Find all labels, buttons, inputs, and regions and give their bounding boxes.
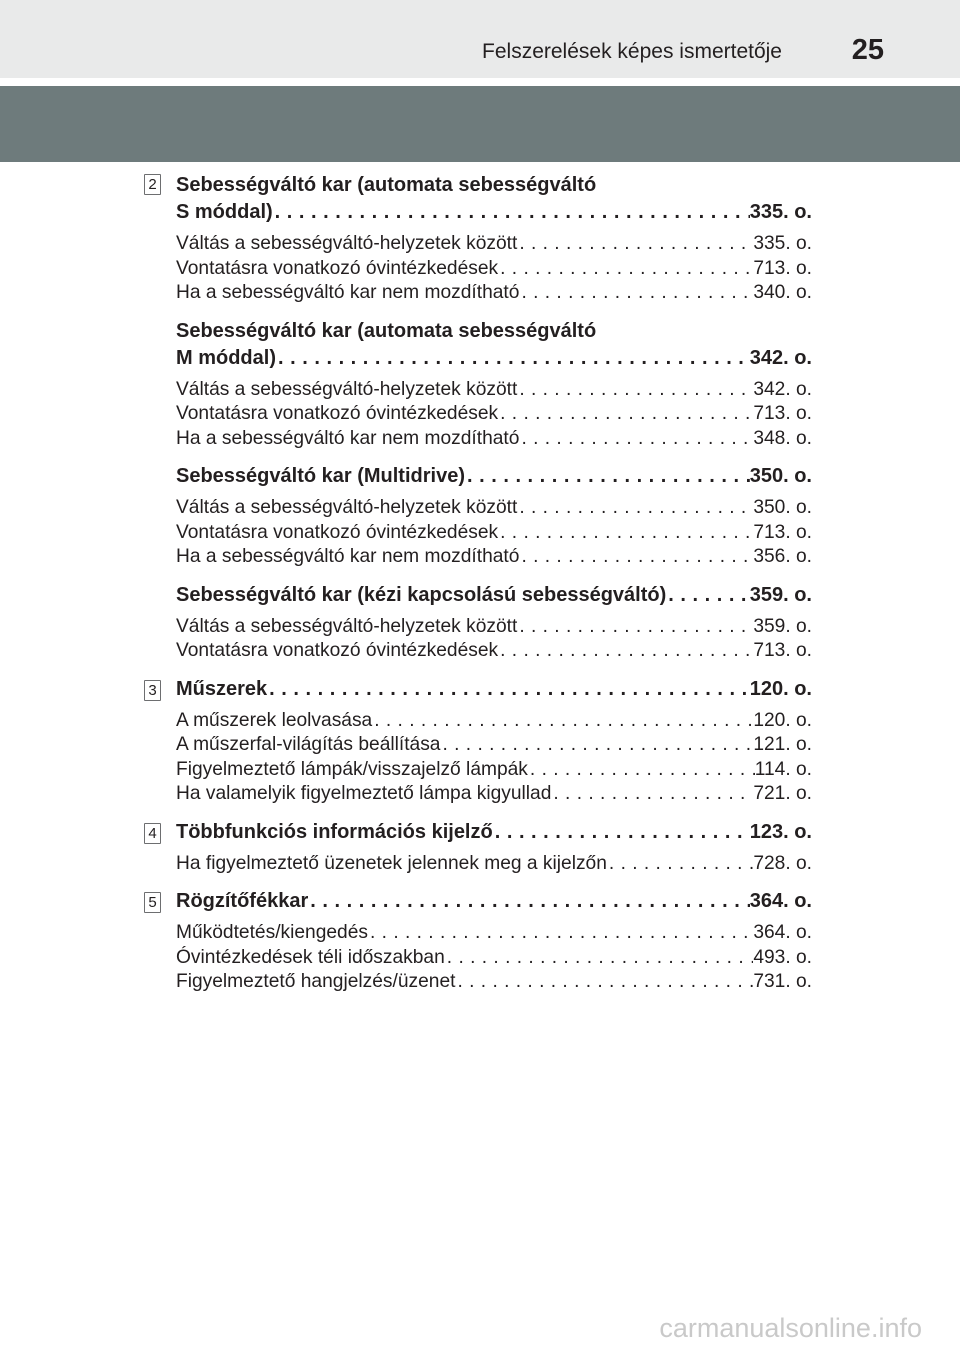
item-text: Figyelmeztető lámpák/visszajelző lámpák	[176, 758, 528, 780]
leader-dots	[517, 232, 753, 257]
leader-dots	[372, 709, 753, 734]
leader-dots	[517, 615, 753, 640]
leader-dots	[528, 758, 755, 783]
leader-dots	[519, 545, 753, 570]
list-item[interactable]	[176, 852, 812, 877]
index-group-2	[0, 172, 960, 664]
heading-row[interactable]	[176, 888, 812, 915]
list-item[interactable]	[176, 402, 812, 427]
list-item[interactable]	[176, 427, 812, 452]
heading-page: 123. o.	[749, 820, 812, 843]
item-page: 342. o.	[753, 378, 812, 400]
item-page: 121. o.	[753, 734, 812, 755]
index-entry	[176, 819, 812, 877]
item-text: Váltás a sebességváltó-helyzetek között	[176, 378, 518, 400]
leader-dots	[440, 733, 753, 758]
list-item[interactable]	[176, 232, 812, 257]
leader-dots	[498, 257, 753, 282]
item-text: A műszerek leolvasása	[176, 709, 373, 731]
item-text: Figyelmeztető hangjelzés/üzenet	[176, 971, 456, 992]
item-page: 350. o.	[753, 497, 812, 518]
item-page: 114. o.	[754, 758, 812, 780]
callout-marker: 5	[144, 892, 161, 913]
item-page: 728. o.	[753, 852, 812, 874]
heading-row[interactable]	[176, 819, 812, 846]
heading-page: 350. o.	[749, 465, 812, 487]
item-text: Óvintézkedések téli időszakban	[176, 946, 445, 968]
item-text: Működtetés/kiengedés	[176, 922, 368, 943]
item-page: 713. o.	[753, 640, 812, 661]
item-page: 120. o.	[753, 709, 812, 731]
heading-text: Rögzítőfékkar	[176, 890, 309, 912]
heading-text: S móddal)	[176, 201, 273, 223]
leader-dots	[493, 819, 750, 846]
list-item[interactable]	[176, 709, 812, 734]
heading-row[interactable]	[176, 199, 812, 226]
item-page: 359. o.	[753, 615, 812, 637]
index-entry	[176, 888, 812, 995]
heading-text: M móddal)	[176, 346, 276, 369]
leader-dots	[666, 582, 749, 609]
leader-dots	[445, 946, 754, 971]
leader-dots	[517, 496, 753, 521]
item-text: Váltás a sebességváltó-helyzetek között	[176, 497, 518, 518]
index-entry	[176, 676, 812, 807]
item-page: 721. o.	[753, 783, 812, 804]
item-page: 356. o.	[753, 546, 812, 567]
list-item[interactable]	[176, 946, 812, 971]
item-text: Vontatásra vonatkozó óvintézkedések	[176, 257, 499, 279]
leader-dots	[267, 676, 750, 703]
leader-dots	[519, 427, 753, 452]
item-text: Váltás a sebességváltó-helyzetek között	[176, 233, 518, 254]
leader-dots	[455, 970, 753, 995]
item-text: A műszerfal-világítás beállítása	[176, 734, 441, 755]
item-text: Ha a sebességváltó kar nem mozdítható	[176, 427, 520, 449]
item-page: 731. o.	[753, 971, 812, 992]
heading-page: 359. o.	[749, 583, 812, 606]
list-item[interactable]	[176, 378, 812, 403]
heading-page: 335. o.	[749, 201, 812, 223]
callout-marker: 2	[144, 174, 161, 195]
item-text: Vontatásra vonatkozó óvintézkedések	[176, 403, 499, 424]
list-item[interactable]	[176, 921, 812, 946]
leader-dots	[273, 199, 750, 226]
leader-dots	[607, 852, 753, 877]
item-text: Váltás a sebességváltó-helyzetek között	[176, 615, 518, 637]
list-item[interactable]	[176, 545, 812, 570]
page-header	[0, 0, 960, 78]
heading-line: Sebességváltó kar (automata sebességváltó	[176, 174, 597, 196]
index-group-4	[0, 819, 960, 877]
section-title: Felszerelések képes ismertetője	[482, 40, 782, 63]
heading-page: 342. o.	[749, 346, 812, 369]
leader-dots	[368, 921, 753, 946]
heading-page: 120. o.	[749, 677, 812, 700]
heading-row[interactable]	[176, 345, 812, 372]
heading-text: Műszerek	[176, 677, 268, 700]
item-text: Ha a sebességváltó kar nem mozdítható	[176, 282, 520, 303]
leader-dots	[519, 281, 753, 306]
page-number: 25	[851, 34, 884, 66]
item-page: 364. o.	[753, 922, 812, 943]
list-item[interactable]	[176, 281, 812, 306]
heading-row[interactable]	[176, 582, 812, 609]
index-content	[0, 172, 960, 995]
item-text: Vontatásra vonatkozó óvintézkedések	[176, 521, 499, 543]
heading-page: 364. o.	[749, 890, 812, 912]
leader-dots	[276, 345, 750, 372]
heading-line: Sebességváltó kar (automata sebességváltó	[176, 319, 597, 342]
item-page: 335. o.	[753, 233, 812, 254]
leader-dots	[308, 888, 749, 915]
item-page: 340. o.	[753, 282, 812, 303]
leader-dots	[465, 463, 750, 490]
item-page: 713. o.	[753, 521, 812, 543]
heading-row[interactable]	[176, 463, 812, 490]
item-page: 713. o.	[753, 403, 812, 424]
callout-marker: 3	[144, 680, 161, 701]
heading-row[interactable]	[176, 676, 812, 703]
list-item[interactable]	[176, 733, 812, 758]
list-item[interactable]	[176, 615, 812, 640]
list-item[interactable]	[176, 758, 812, 783]
leader-dots	[551, 782, 753, 807]
callout-marker: 4	[144, 823, 161, 844]
index-group-3	[0, 676, 960, 807]
item-page: 348. o.	[753, 427, 812, 449]
list-item[interactable]	[176, 496, 812, 521]
heading-text: Sebességváltó kar (Multidrive)	[176, 465, 465, 487]
item-text: Ha valamelyik figyelmeztető lámpa kigyullad	[176, 783, 552, 804]
item-text: Ha figyelmeztető üzenetek jelennek meg a kijelzőn	[176, 852, 607, 874]
heading-text: Többfunkciós információs kijelző	[176, 820, 493, 843]
leader-dots	[498, 521, 753, 546]
item-text: Vontatásra vonatkozó óvintézkedések	[176, 640, 499, 661]
leader-dots	[498, 402, 753, 427]
item-text: Ha a sebességváltó kar nem mozdítható	[176, 546, 520, 567]
index-group-5	[0, 888, 960, 995]
list-item[interactable]	[176, 639, 812, 664]
list-item[interactable]	[176, 782, 812, 807]
list-item[interactable]	[176, 521, 812, 546]
leader-dots	[517, 378, 753, 403]
list-item[interactable]	[176, 970, 812, 995]
leader-dots	[498, 639, 753, 664]
item-page: 713. o.	[753, 257, 812, 279]
watermark: carmanualsonline.info	[659, 1313, 922, 1343]
header-band	[0, 86, 960, 162]
item-page: 493. o.	[753, 946, 812, 968]
list-item[interactable]	[176, 257, 812, 282]
heading-text: Sebességváltó kar (kézi kapcsolású sebességváltó)	[176, 583, 667, 606]
index-entry	[176, 172, 812, 664]
